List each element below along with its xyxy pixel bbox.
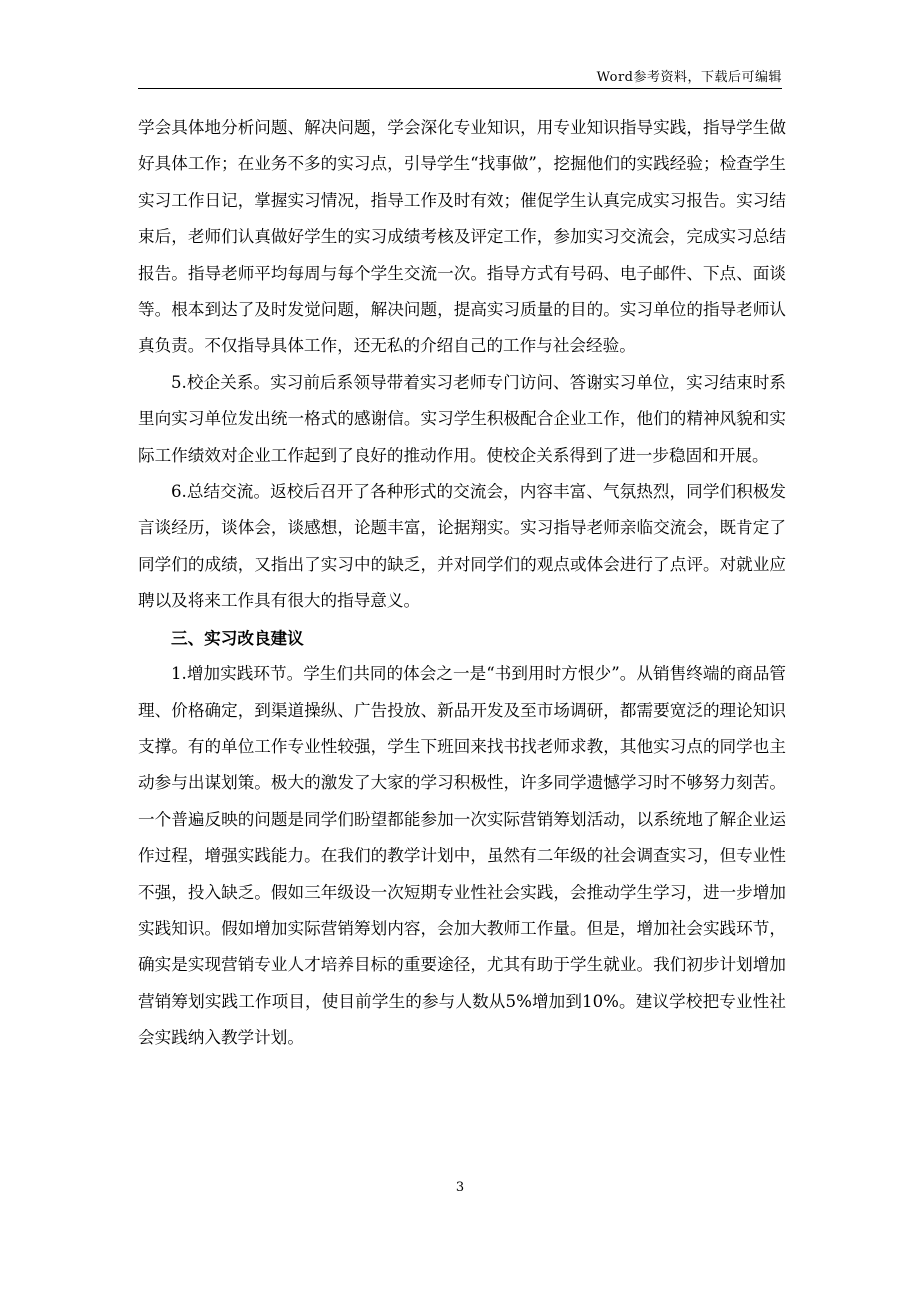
- paragraph-increase-practice: 1.增加实践环节。学生们共同的体会之一是“书到用时方恨少”。从销售终端的商品管理、价格确定，到渠道操纵、广告投放、新品开发及至市场调研，都需要宽泛的理论知识支撑。有的单位工作专业性较强，学生下班回来找书找老师求教，其他实习点的同学也主动参与出谋划策。极大的激发了大家的学习积极性，许多同学遗憾学习时不够努力刻苦。一个普遍反映的问题是同学们盼望都能参加一次实际营销筹划活动，以系统地了解企业运作过程，增强实践能力。在我们的教学计划中，虽然有二年级的社会调查实习，但专业性不强，投入缺乏。假如三年级设一次短期专业性社会实践，会推动学生学习，进一步增加实践知识。假如增加实际营销筹划内容，会加大教师工作量。但是，增加社会实践环节，确实是实现营销专业人才培养目标的重要途径，尤其有助于学生就业。我们初步计划增加营销筹划实践工作项目，使目前学生的参与人数从5%增加到10%。建议学校把专业性社会实践纳入教学计划。: [138, 664, 786, 1048]
- document-body: [138, 110, 786, 1057]
- paragraph-summary-exchange: 6.总结交流。返校后召开了各种形式的交流会，内容丰富、气氛热烈，同学们积极发言谈经历，谈体会，谈感想，论题丰富，论据翔实。实习指导老师亲临交流会，既肯定了同学们的成绩，又指出了实习中的缺乏，并对同学们的观点或体会进行了点评。对就业应聘以及将来工作具有很大的指导意义。: [138, 482, 786, 611]
- paragraph-continued: 学会具体地分析问题、解决问题，学会深化专业知识，用专业知识指导实践，指导学生做好具体工作；在业务不多的实习点，引导学生“找事做”，挖掘他们的实践经验；检查学生实习工作日记，掌握实习情况，指导工作及时有效；催促学生认真完成实习报告。实习结束后，老师们认真做好学生的实习成绩考核及评定工作，参加实习交流会，完成实习总结报告。指导老师平均每周与每个学生交流一次。指导方式有号码、电子邮件、下点、面谈等。根本到达了及时发觉问题，解决问题，提高实习质量的目的。实习单位的指导老师认真负责。不仅指导具体工作，还无私的介绍自己的工作与社会经验。: [138, 118, 786, 356]
- page-number: 3: [455, 1180, 465, 1195]
- header-text: Word参考资料，下载后可编辑: [596, 70, 782, 85]
- page-header: [138, 62, 782, 89]
- paragraph-school-enterprise-relations: 5.校企关系。实习前后系领导带着实习老师专门访问、答谢实习单位，实习结束时系里向实习单位发出统一格式的感谢信。实习学生积极配合企业工作，他们的精神风貌和实际工作绩效对企业工作起到了良好的推动作用。使校企关系得到了进一步稳固和开展。: [138, 372, 786, 465]
- section-heading: 三、实习改良建议: [171, 627, 304, 648]
